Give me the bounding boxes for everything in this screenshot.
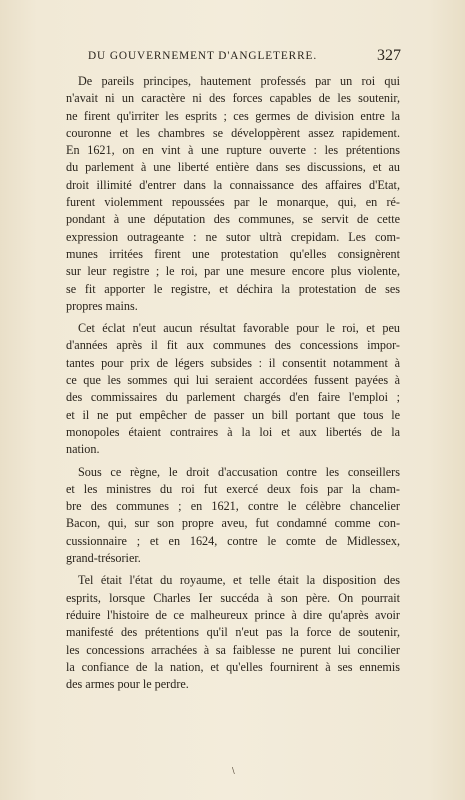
text-line: munes irritées firent une protestation qu'elles consignèrent [66,246,400,261]
text-line: et les ministres du roi fut exercé deux fois par la cham- [66,481,400,496]
page-footer-mark: \ [232,766,235,775]
text-line: n'avait ni un caractère ni des forces capables de les soutenir, [66,91,400,106]
text-line: la confiance de la nation, et qu'elles fournirent à ses ennemis [66,659,400,674]
text-line: ne firent qu'irriter les esprits ; ces germes de division entre la [66,108,400,123]
text-line: monopoles étaient contraires à la loi et aux libertés de la [66,424,400,439]
text-line: bre des communes ; en 1621, contre le célèbre chancelier [66,499,400,514]
text-line: propres mains. [66,298,138,313]
paragraph [66,73,400,315]
text-line: du parlement à une liberté entière dans ses discussions, et au [66,160,400,175]
text-line: se fit apporter le registre, et déchira la protestation de ses [66,281,400,296]
text-line: d'années après il fit aux communes des concessions impor- [66,338,400,353]
text-line: des commissaires du parlement chargés d'en faire l'emploi ; [66,390,400,405]
text-line: expression outrageante : ne sutor ultrà crepidam. Les com- [66,229,400,244]
text-line: furent violemment repoussées par le monarque, qui, en ré- [66,195,400,210]
text-line: droit illimité d'entrer dans la connaissance des affaires d'Etat, [66,177,400,192]
text-line: des armes pour le perdre. [66,677,189,692]
text-line: nation. [66,442,100,457]
text-line: grand-trésorier. [66,551,141,566]
running-head: DU GOUVERNEMENT D'ANGLETERRE. [88,50,318,62]
text-line: Tel était l'état du royaume, et telle était la disposition des [78,573,400,588]
text-line: pondant à une députation des communes, se servit de cette [66,212,400,227]
text-line: tantes pour prix de légers subsides : il consentit notamment à [66,355,400,370]
paragraph [66,572,400,693]
text-line: réduire l'histoire de ce malheureux prince à dire qu'après avoir [66,607,400,622]
text-line: couronne et les chambres se développèrent assez rapidement. [66,125,400,140]
text-line: Cet éclat n'eut aucun résultat favorable pour le roi, et peu [78,321,400,336]
text-line: manifesté des prétentions qu'il n'eut pas la force de soutenir, [66,625,400,640]
text-line: sur leur registre ; le roi, par une mesure encore plus violente, [66,264,400,279]
page-number: 327 [377,47,401,64]
paragraph [66,464,400,568]
body-text [66,73,400,698]
text-line: En 1621, on en vint à une rupture ouverte : les prétentions [66,143,400,158]
text-line: les concessions arrachées à sa faiblesse ne purent lui concilier [66,642,400,657]
page-header [66,47,401,70]
text-line: ce que les sommes qui lui seraient accordées fussent payées à [66,373,400,388]
text-line: De pareils principes, hautement professés par un roi qui [78,74,400,88]
text-line: Sous ce règne, le droit d'accusation contre les conseillers [78,464,400,479]
text-line: cussionnaire ; et en 1624, contre le comte de Midlessex, [66,533,400,548]
text-line: Bacon, qui, sur son propre aveu, fut condamné comme con- [66,516,400,531]
text-line: et il ne put empêcher de passer un bill portant que tous le [66,407,400,422]
text-line: esprits, lorsque Charles Ier succéda à son père. On pourrait [66,590,400,605]
paragraph [66,320,400,458]
